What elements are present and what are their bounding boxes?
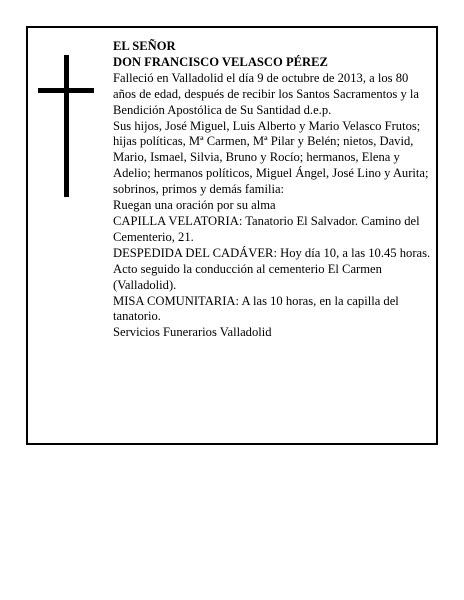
prayer-request: Ruegan una oración por su alma	[113, 198, 276, 213]
funeral-services: Servicios Funerarios Valladolid	[113, 325, 272, 340]
family-list: Sus hijos, José Miguel, Luis Alberto y Mario Velasco Frutos; hijas políticas, Mª Carmen, Mª Pilar y Belén; nietos, David, Mario, Ismael, Silvia, Bruno y Rocío; hermanos, Elena y Adelio; hermanos políticos, Miguel Ángel, José Lino y Aurita; sobrinos, primos y demás familia:	[113, 118, 429, 197]
deceased-title: EL SEÑOR	[113, 39, 176, 53]
cross-icon	[38, 55, 94, 197]
community-mass: MISA COMUNITARIA: A las 10 horas, en la capilla del tanatorio.	[113, 293, 399, 324]
cross-vertical-bar	[64, 55, 69, 197]
cross-horizontal-bar	[38, 88, 94, 93]
death-announcement: Falleció en Valladolid el día 9 de octubre de 2013, a los 80 años de edad, después de recibir los Santos Sacramentos y la Bendición Apostólica de Su Santidad d.e.p.	[113, 70, 420, 117]
farewell-details: DESPEDIDA DEL CADÁVER: Hoy día 10, a las 10.45 horas. Acto seguido la conducción al cementerio El Carmen (Valladolid).	[113, 245, 431, 292]
wake-chapel: CAPILLA VELATORIA: Tanatorio El Salvador. Camino del Cementerio, 21.	[113, 213, 420, 244]
obituary-text	[113, 39, 431, 341]
deceased-name: DON FRANCISCO VELASCO PÉREZ	[113, 54, 328, 69]
